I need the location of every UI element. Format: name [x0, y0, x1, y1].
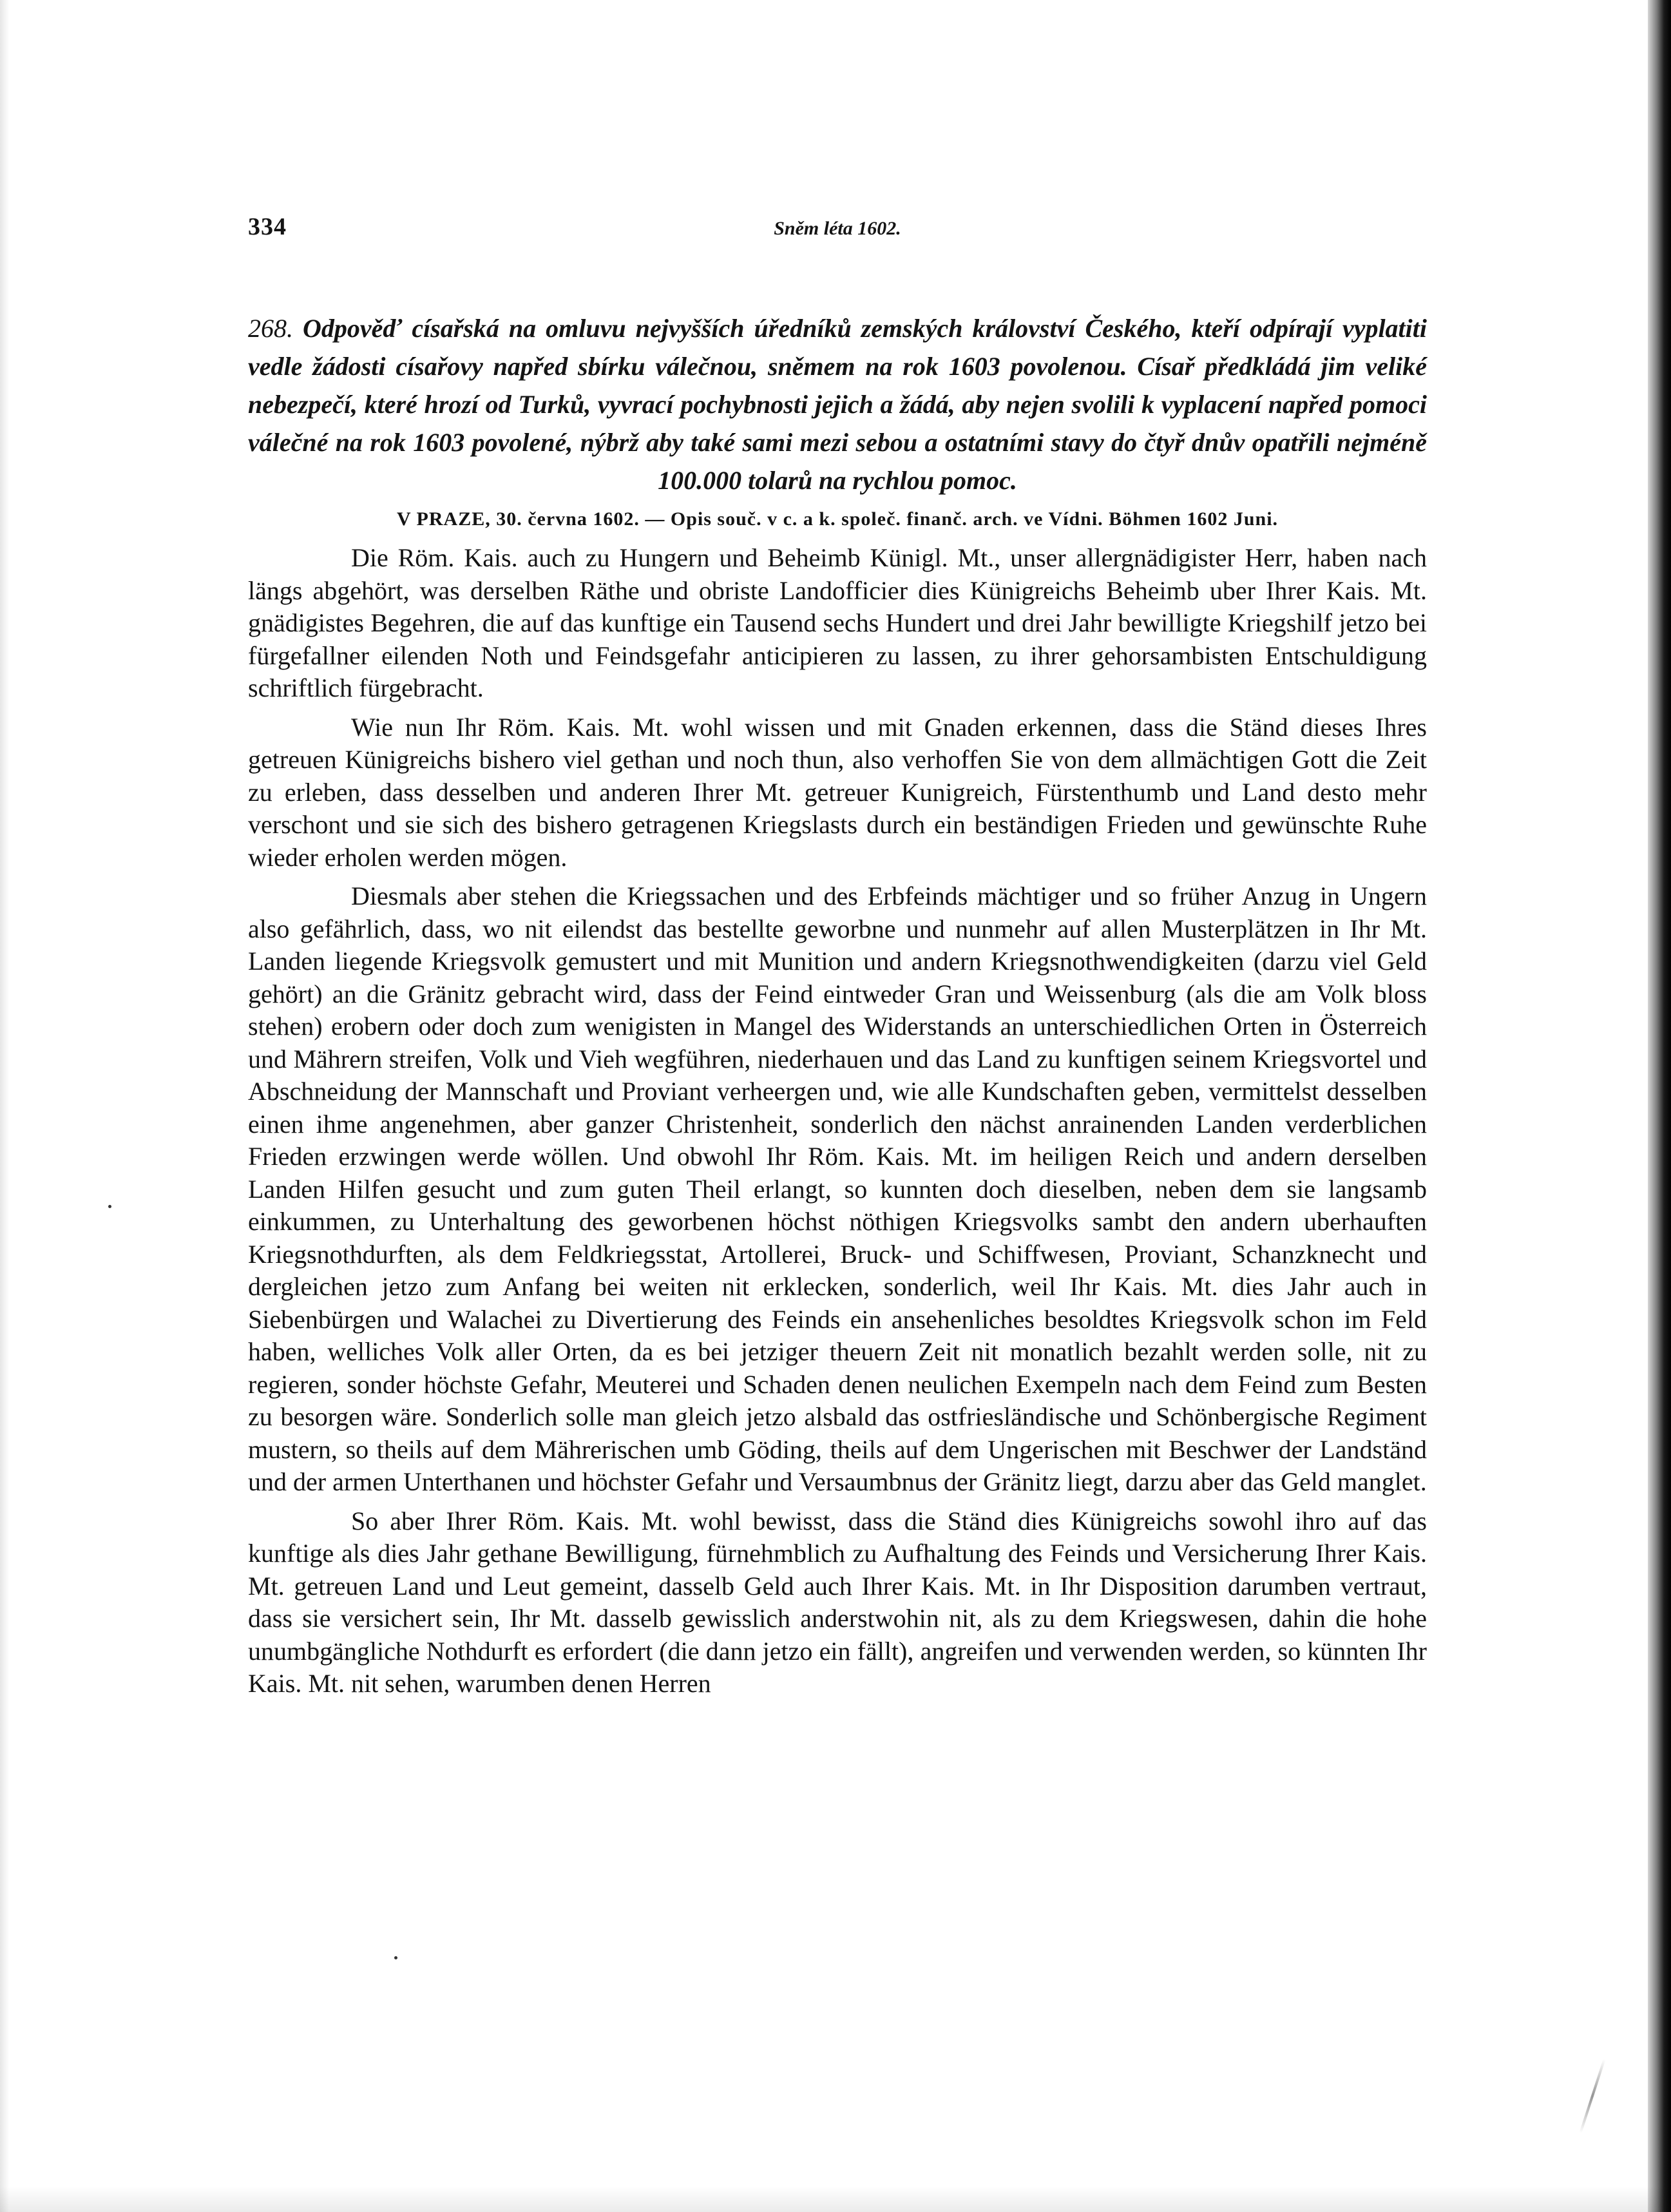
paragraph: Die Röm. Kais. auch zu Hungern und Beheimb Künigl. Mt., unser allergnädigister Herr, haben nach längs abgehört, was derselben Räthe und obriste Landofficier dies Künigreichs Beheimb uber Ihrer Kais. Mt. gnädigistes Begehren, die auf das kunftige ein Tausend sechs Hundert und drei Jahr bewilligte Kriegshilf jetzo bei fürgefallner eilenden Noth und Feindsgefahr anticipieren zu lassen, zu ihrer gehorsambisten Entschuldigung schriftlich fürgebracht. [248, 543, 1427, 702]
paragraph: Diesmals aber stehen die Kriegssachen und des Erbfeinds mächtiger und so früher Anzug in Ungern also gefährlich, dass, wo nit eilendst das bestellte geworbne und nunmehr auf allen Musterplätzen in Ihr Mt. Landen liegende Kriegsvolk gemustert und mit Munition und andern Kriegsnothwendigkeiten (darzu viel Geld gehört) an die Gränitz gebracht wird, dass der Feind eintweder Gran und Weissenburg (als die am Volk bloss stehen) erobern oder doch zum wenigisten in Mangel des Widerstands an unterschiedlichen Orten in Österreich und Mährern streifen, Volk und Vieh wegführen, niederhauen und das Land zu kunftigen seinem Kriegsvortel und Abschneidung der Mannschaft und Proviant verheergen und, wie alle Kundschaften geben, vermittelst desselben einen ihme angenehmen, aber ganzer Christenheit, sonderlich den nächst anrainenden Landen verderblichen Frieden erzwingen werde wöllen. Und obwohl Ihr Röm. Kais. Mt. im heiligen Reich und andern derselben Landen Hilfen gesucht und zum guten Theil erlangt, so kunnten doch dieselben, neben dem sie langsamb einkummen, zu Unterhaltung des geworbenen höchst nöthigen Kriegsvolks sambt den andern uberhauften Kriegsnothdurften, als dem Feldkriegsstat, Artollerei, Bruck- und Schiffwesen, Proviant, Schanzknecht und dergleichen jetzo zum Anfang bei weiten nit erklecken, sonderlich, weil Ihr Kais. Mt. dies Jahr auch in Siebenbürgen und Walachei zu Divertierung des Feinds ein ansehenliches besoldtes Kriegsvolk schon im Feld haben, welliches Volk aller Orten, da es bei jetziger theuern Zeit nit monatlich bezahlt werden solle, nit zu regieren, sonder höchste Gefahr, Meuterei und Schaden denen neulichen Exempeln nach dem Feind zum Besten zu besorgen wäre. Sonderlich solle man gleich jetzo alsbald das ostfriesländische und Schönbergische Regiment mustern, so theils auf dem Mährerischen umb Göding, theils auf dem Ungerischen mit Beschwer der Landständ und der armen Unterthanen und höchster Gefahr und Versaumbnus der Gränitz liegt, darzu aber das Geld manglet. [248, 881, 1427, 1496]
running-title: Sněm léta 1602. [774, 218, 901, 239]
page-number: 334 [248, 213, 287, 240]
pencil-mark [1580, 2059, 1606, 2133]
document-dating: V PRAZE, 30. června 1602. — Opis souč. v c. a k. společ. finanč. arch. ve Vídni. Böhmen 1602 Juni. [396, 508, 1279, 530]
stray-mark [394, 1956, 397, 1959]
paragraph: Wie nun Ihr Röm. Kais. Mt. wohl wissen und mit Gnaden erkennen, dass die Ständ dieses Ihres getreuen Künigreichs bishero viel gethan und noch thun, also verhoffen Sie von dem allmächtigen Gott die Zeit zu erleben, dass desselben und anderen Ihrer Mt. getreuer Kunigreich, Fürstenthumb und Land desto mehr verschont und sie sich des bishero getragenen Kriegslasts durch ein beständigen Frieden und gewünschte Ruhe wieder erholen werden mögen. [248, 712, 1427, 872]
book-page [248, 213, 1427, 1707]
regest-text: Odpověď císařská na omluvu nejvyšších úředníků zemských království Českého, kteří odpírají vyplatiti vedle žádosti císařovy napřed sbírku válečnou, sněmem na rok 1603 povolenou. Císař předkládá jim veliké nebezpečí, které hrozí od Turků, vyvrací pochybnosti jejich a žádá, aby nejen svolili k vyplacení napřed pomoci válečné na rok 1603 povolené, nýbrž aby také sami mezi sebou a ostatními stavy do čtyř dnův opatřili nejméně 100.000 tolarů na rychlou pomoc. [248, 314, 1428, 495]
stray-mark [108, 1205, 111, 1208]
paragraph: So aber Ihrer Röm. Kais. Mt. wohl bewisst, dass die Ständ dies Künigreichs sowohl ihro auf das kunftige als dies Jahr gethane Bewilligung, fürnehmblich zu Aufhaltung des Feinds und Versicherung Ihrer Kais. Mt. getreuen Land und Leut gemeint, dasselb Geld auch Ihrer Kais. Mt. in Ihr Disposition darumben vertraut, dass sie versichert sein, Ihr Mt. dasselb gewisslich anderstwohin nit, als zu dem Kriegswesen, dahin die hohe unumbgängliche Nothdurft es erfordert (die dann jetzo ein fällt), angreifen und verwenden werden, so künnten Ihr Kais. Mt. nit sehen, warumben denen Herren [248, 1506, 1427, 1698]
scan-shade-bottom [0, 2186, 1671, 2212]
running-head [248, 213, 1427, 251]
body-text [248, 542, 1427, 1700]
scan-edge-left [0, 0, 9, 2212]
document-number: 268. [248, 314, 293, 343]
scan-edge-right [1648, 0, 1671, 2212]
document-regest [248, 309, 1427, 499]
